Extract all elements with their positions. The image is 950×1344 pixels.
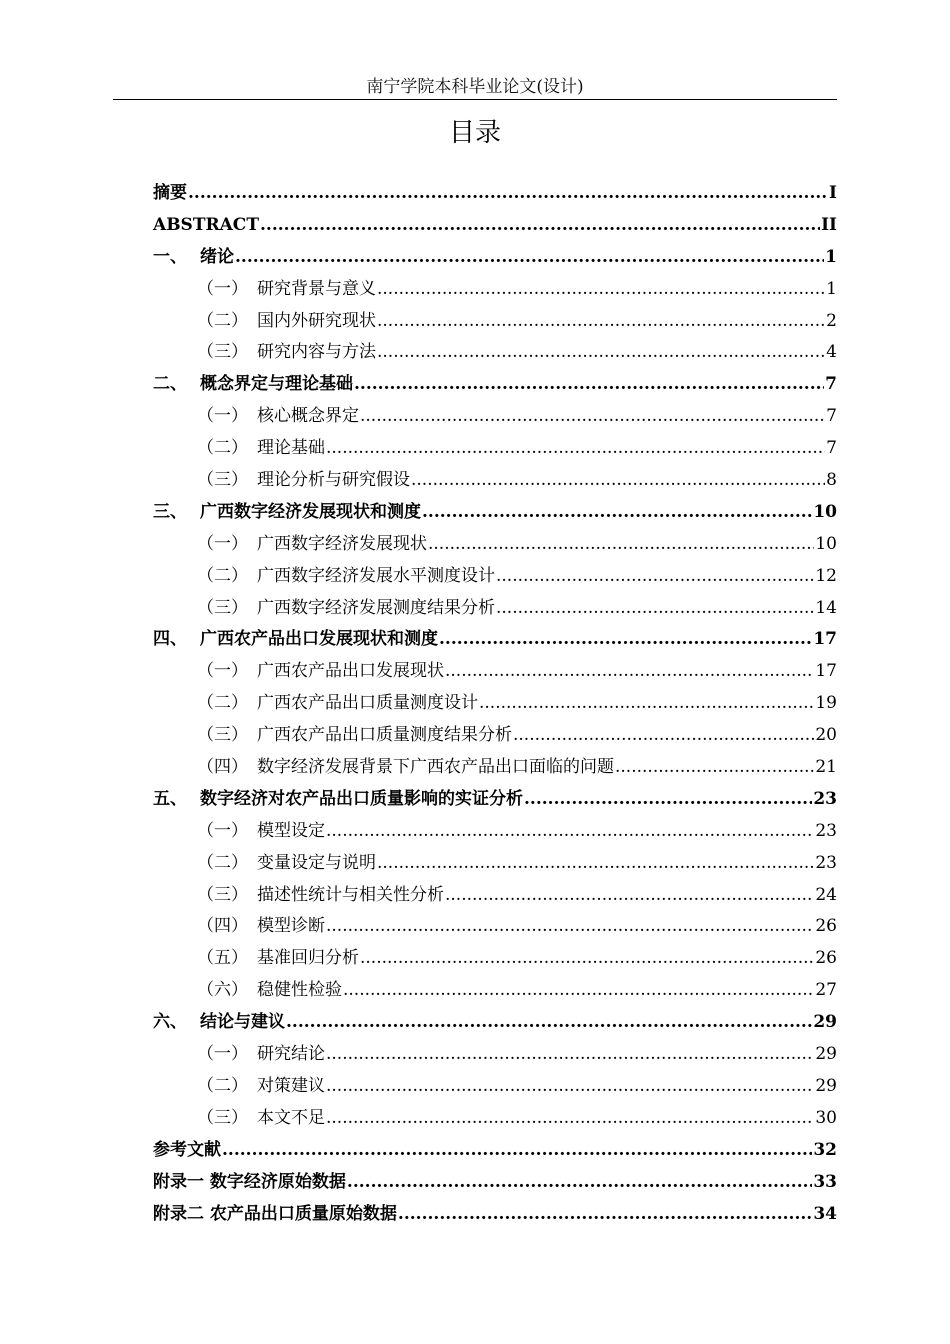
toc-entry-page: 10: [815, 533, 837, 554]
table-of-contents: [153, 178, 837, 1230]
toc-leader-dots: [422, 497, 812, 529]
toc-entry[interactable]: [153, 593, 837, 625]
toc-entry-number: （五）: [197, 948, 248, 969]
toc-entry-label: 描述性统计与相关性分析: [257, 884, 444, 905]
toc-entry[interactable]: [153, 401, 837, 433]
toc-entry-page: 32: [813, 1139, 837, 1160]
toc-leader-dots: [326, 1103, 814, 1135]
toc-entry[interactable]: [153, 848, 837, 880]
toc-leader-dots: [377, 337, 825, 369]
toc-entry-page: 30: [815, 1107, 837, 1128]
toc-entry-page: II: [821, 214, 837, 235]
header-rule: [113, 99, 837, 100]
toc-leader-dots: [326, 433, 825, 465]
toc-entry-page: 29: [815, 1044, 837, 1065]
toc-entry-page: 26: [815, 948, 837, 969]
toc-entry[interactable]: [153, 784, 837, 816]
toc-entry-number: （一）: [197, 820, 248, 841]
toc-entry-number: （三）: [197, 342, 248, 363]
toc-entry-page: 1: [825, 246, 837, 267]
toc-entry-number: 三、: [153, 501, 187, 522]
toc-entry-page: 7: [825, 374, 837, 395]
toc-entry-label: 理论基础: [257, 438, 325, 459]
toc-entry-label: 广西农产品出口质量测度结果分析: [257, 725, 512, 746]
toc-entry-label: 广西农产品出口发展现状: [257, 661, 444, 682]
toc-entry-label: 结论与建议: [200, 1012, 285, 1033]
toc-leader-dots: [347, 1167, 812, 1199]
toc-entry[interactable]: [153, 210, 837, 242]
toc-entry-number: （四）: [197, 757, 248, 778]
toc-entry-label: 广西数字经济发展现状: [257, 533, 427, 554]
toc-entry-number: 一、: [153, 246, 187, 267]
toc-entry-number: （一）: [197, 406, 248, 427]
toc-entry-number: （三）: [197, 470, 248, 491]
toc-entry-page: 33: [813, 1171, 837, 1192]
toc-entry-page: 29: [813, 1012, 837, 1033]
toc-entry-number: （一）: [197, 1044, 248, 1065]
toc-entry-page: 24: [815, 884, 837, 905]
toc-entry-number: （一）: [197, 661, 248, 682]
toc-entry[interactable]: [153, 497, 837, 529]
toc-entry-page: 4: [826, 342, 837, 363]
toc-leader-dots: [496, 593, 814, 625]
toc-leader-dots: [479, 688, 814, 720]
toc-leader-dots: [445, 880, 814, 912]
toc-entry-label: 广西农产品出口发展现状和测度: [200, 629, 438, 650]
toc-entry-number: （三）: [197, 597, 248, 618]
toc-entry[interactable]: [153, 337, 837, 369]
toc-leader-dots: [377, 274, 825, 306]
toc-entry-label: 本文不足: [257, 1107, 325, 1128]
toc-entry-page: 14: [815, 597, 837, 618]
toc-entry-label: 对策建议: [257, 1075, 325, 1096]
toc-entry[interactable]: [153, 1103, 837, 1135]
toc-leader-dots: [411, 465, 825, 497]
toc-entry-label: 理论分析与研究假设: [257, 470, 410, 491]
toc-leader-dots: [343, 975, 814, 1007]
toc-entry-number: 二、: [153, 374, 187, 395]
toc-entry[interactable]: [153, 880, 837, 912]
toc-entry-label: 变量设定与说明: [257, 852, 376, 873]
toc-entry-page: 34: [813, 1203, 837, 1224]
toc-leader-dots: [354, 369, 824, 401]
toc-entry-number: （一）: [197, 533, 248, 554]
toc-entry[interactable]: [153, 242, 837, 274]
toc-entry[interactable]: [153, 975, 837, 1007]
toc-entry-page: 12: [815, 565, 837, 586]
toc-leader-dots: [496, 561, 814, 593]
toc-entry-number: （三）: [197, 725, 248, 746]
toc-entry-label: 广西数字经济发展测度结果分析: [257, 597, 495, 618]
toc-entry-label: 模型诊断: [257, 916, 325, 937]
toc-entry-number: 六、: [153, 1012, 187, 1033]
toc-entry[interactable]: [153, 433, 837, 465]
toc-entry-label: 摘要: [153, 183, 187, 203]
toc-entry-page: 23: [815, 852, 837, 873]
toc-entry-label: 概念界定与理论基础: [200, 374, 353, 395]
toc-entry-number: （一）: [197, 278, 248, 299]
toc-entry[interactable]: [153, 943, 837, 975]
toc-entry-page: 7: [826, 406, 837, 427]
toc-entry[interactable]: [153, 911, 837, 943]
toc-entry[interactable]: [153, 1199, 837, 1231]
toc-entry[interactable]: [153, 720, 837, 752]
toc-entry[interactable]: [153, 752, 837, 784]
toc-entry-label: 稳健性检验: [257, 980, 342, 1001]
toc-entry-number: （二）: [197, 852, 248, 873]
toc-entry-label: 模型设定: [257, 820, 325, 841]
toc-entry-page: 23: [813, 788, 837, 809]
toc-entry-page: 19: [815, 693, 837, 714]
toc-entry-page: 7: [826, 438, 837, 459]
toc-entry[interactable]: [153, 1039, 837, 1071]
toc-entry-number: （四）: [197, 916, 248, 937]
toc-entry-label: 广西农产品出口质量测度设计: [257, 693, 478, 714]
toc-entry-number: （二）: [197, 438, 248, 459]
toc-leader-dots: [360, 943, 814, 975]
toc-entry-label: 研究结论: [257, 1044, 325, 1065]
toc-entry-number: 五、: [153, 788, 187, 809]
toc-entry-label: 基准回归分析: [257, 948, 359, 969]
toc-leader-dots: [398, 1199, 812, 1231]
toc-entry-page: 17: [813, 629, 837, 650]
toc-entry-number: （二）: [197, 1075, 248, 1096]
toc-leader-dots: [615, 752, 814, 784]
toc-entry-label: 研究内容与方法: [257, 342, 376, 363]
toc-entry[interactable]: [153, 624, 837, 656]
toc-entry-label: 参考文献: [153, 1139, 221, 1160]
toc-entry[interactable]: [153, 529, 837, 561]
toc-entry-number: （六）: [197, 980, 248, 1001]
toc-entry-page: 26: [815, 916, 837, 937]
toc-entry[interactable]: [153, 306, 837, 338]
toc-entry-page: 17: [815, 661, 837, 682]
toc-entry-label: 数字经济发展背景下广西农产品出口面临的问题: [257, 757, 614, 778]
toc-entry-label: 附录二 农产品出口质量原始数据: [153, 1203, 397, 1224]
toc-leader-dots: [326, 816, 814, 848]
toc-leader-dots: [286, 1007, 812, 1039]
toc-leader-dots: [222, 1135, 812, 1167]
toc-leader-dots: [445, 656, 814, 688]
toc-entry[interactable]: [153, 1135, 837, 1167]
toc-entry-label: 国内外研究现状: [257, 310, 376, 331]
toc-leader-dots: [326, 911, 814, 943]
toc-leader-dots: [377, 848, 814, 880]
toc-leader-dots: [188, 178, 828, 210]
toc-leader-dots: [513, 720, 814, 752]
toc-entry-number: （三）: [197, 1107, 248, 1128]
page-title: 目录: [448, 118, 501, 148]
toc-leader-dots: [326, 1039, 814, 1071]
toc-entry-page: 27: [815, 980, 837, 1001]
toc-leader-dots: [260, 210, 820, 242]
toc-entry-label: 广西数字经济发展现状和测度: [200, 501, 421, 522]
toc-entry-number: （二）: [197, 693, 248, 714]
toc-entry-label: 研究背景与意义: [257, 278, 376, 299]
toc-leader-dots: [326, 1071, 814, 1103]
toc-entry-page: 2: [826, 310, 837, 331]
toc-leader-dots: [439, 624, 812, 656]
toc-entry[interactable]: [153, 1007, 837, 1039]
toc-entry-page: I: [829, 183, 837, 203]
toc-entry[interactable]: [153, 1167, 837, 1199]
toc-entry-label: ABSTRACT: [153, 214, 259, 235]
toc-leader-dots: [428, 529, 814, 561]
toc-entry-number: （二）: [197, 310, 248, 331]
toc-entry-label: 绪论: [200, 246, 234, 267]
toc-leader-dots: [377, 306, 825, 338]
toc-leader-dots: [235, 242, 824, 274]
toc-entry-page: 20: [815, 725, 837, 746]
page-header: 南宁学院本科毕业论文(设计): [366, 77, 584, 97]
toc-entry-page: 21: [815, 757, 837, 778]
toc-entry-label: 附录一 数字经济原始数据: [153, 1171, 346, 1192]
toc-entry[interactable]: [153, 369, 837, 401]
toc-entry[interactable]: [153, 274, 837, 306]
toc-entry-label: 数字经济对农产品出口质量影响的实证分析: [200, 788, 523, 809]
toc-entry[interactable]: [153, 688, 837, 720]
toc-leader-dots: [524, 784, 812, 816]
toc-entry-page: 8: [826, 470, 837, 491]
toc-entry[interactable]: [153, 816, 837, 848]
toc-entry-page: 29: [815, 1075, 837, 1096]
toc-leader-dots: [360, 401, 825, 433]
toc-entry[interactable]: [153, 465, 837, 497]
toc-entry[interactable]: [153, 561, 837, 593]
toc-entry-number: （二）: [197, 565, 248, 586]
toc-entry[interactable]: [153, 1071, 837, 1103]
toc-entry-page: 10: [813, 501, 837, 522]
toc-entry[interactable]: [153, 656, 837, 688]
toc-entry-label: 核心概念界定: [257, 406, 359, 427]
toc-entry-page: 1: [826, 278, 837, 299]
toc-entry-page: 23: [815, 820, 837, 841]
toc-entry[interactable]: [153, 178, 837, 210]
toc-entry-label: 广西数字经济发展水平测度设计: [257, 565, 495, 586]
toc-entry-number: 四、: [153, 629, 187, 650]
toc-entry-number: （三）: [197, 884, 248, 905]
